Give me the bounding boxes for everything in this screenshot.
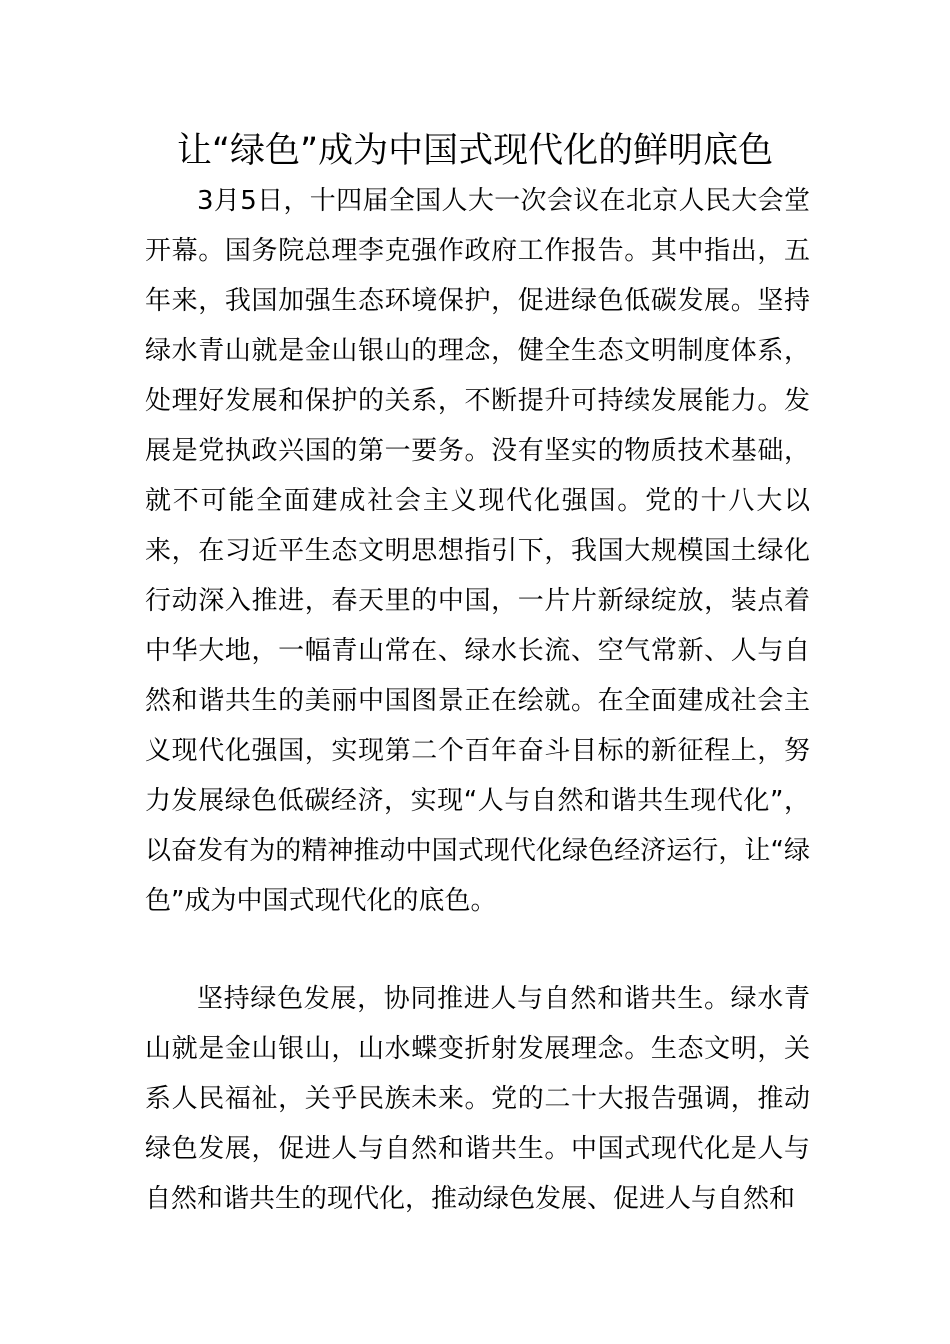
document-title: 让“绿色”成为中国式现代化的鲜明底色 bbox=[176, 131, 774, 171]
paragraph-2: 坚持绿色发展，协同推进人与自然和谐共生。绿水青山就是金山银山，山水蝶变折射发展理念。生态文明，关系人民福祉，关乎民族未来。党的二十大报告强调，推动绿色发展，促进人与自然和谐共生。中国式现代化是人与自然和谐共生的现代化，推动绿色发展、促进人与自然和 bbox=[145, 984, 810, 1214]
paragraph-1: 3月5日，十四届全国人大一次会议在北京人民大会堂开幕。国务院总理李克强作政府工作报告。其中指出，五年来，我国加强生态环境保护，促进绿色低碳发展。坚持绿水青山就是金山银山的理念，健全生态文明制度体系，处理好发展和保护的关系，不断提升可持续发展能力。发展是党执政兴国的第一要务。没有坚实的物质技术基础，就不可能全面建成社会主义现代化强国。党的十八大以来，在习近平生态文明思想指引下，我国大规模国土绿化行动深入推进，春天里的中国，一片片新绿绽放，装点着中华大地，一幅青山常在、绿水长流、空气常新、人与自然和谐共生的美丽中国图景正在绘就。在全面建成社会主义现代化强国，实现第二个百年奋斗目标的新征程上，努力发展绿色低碳经济，实现“人与自然和谐共生现代化”，以奋发有为的精神推动中国式现代化绿色经济运行，让“绿色”成为中国式现代化的底色。 bbox=[145, 186, 810, 916]
